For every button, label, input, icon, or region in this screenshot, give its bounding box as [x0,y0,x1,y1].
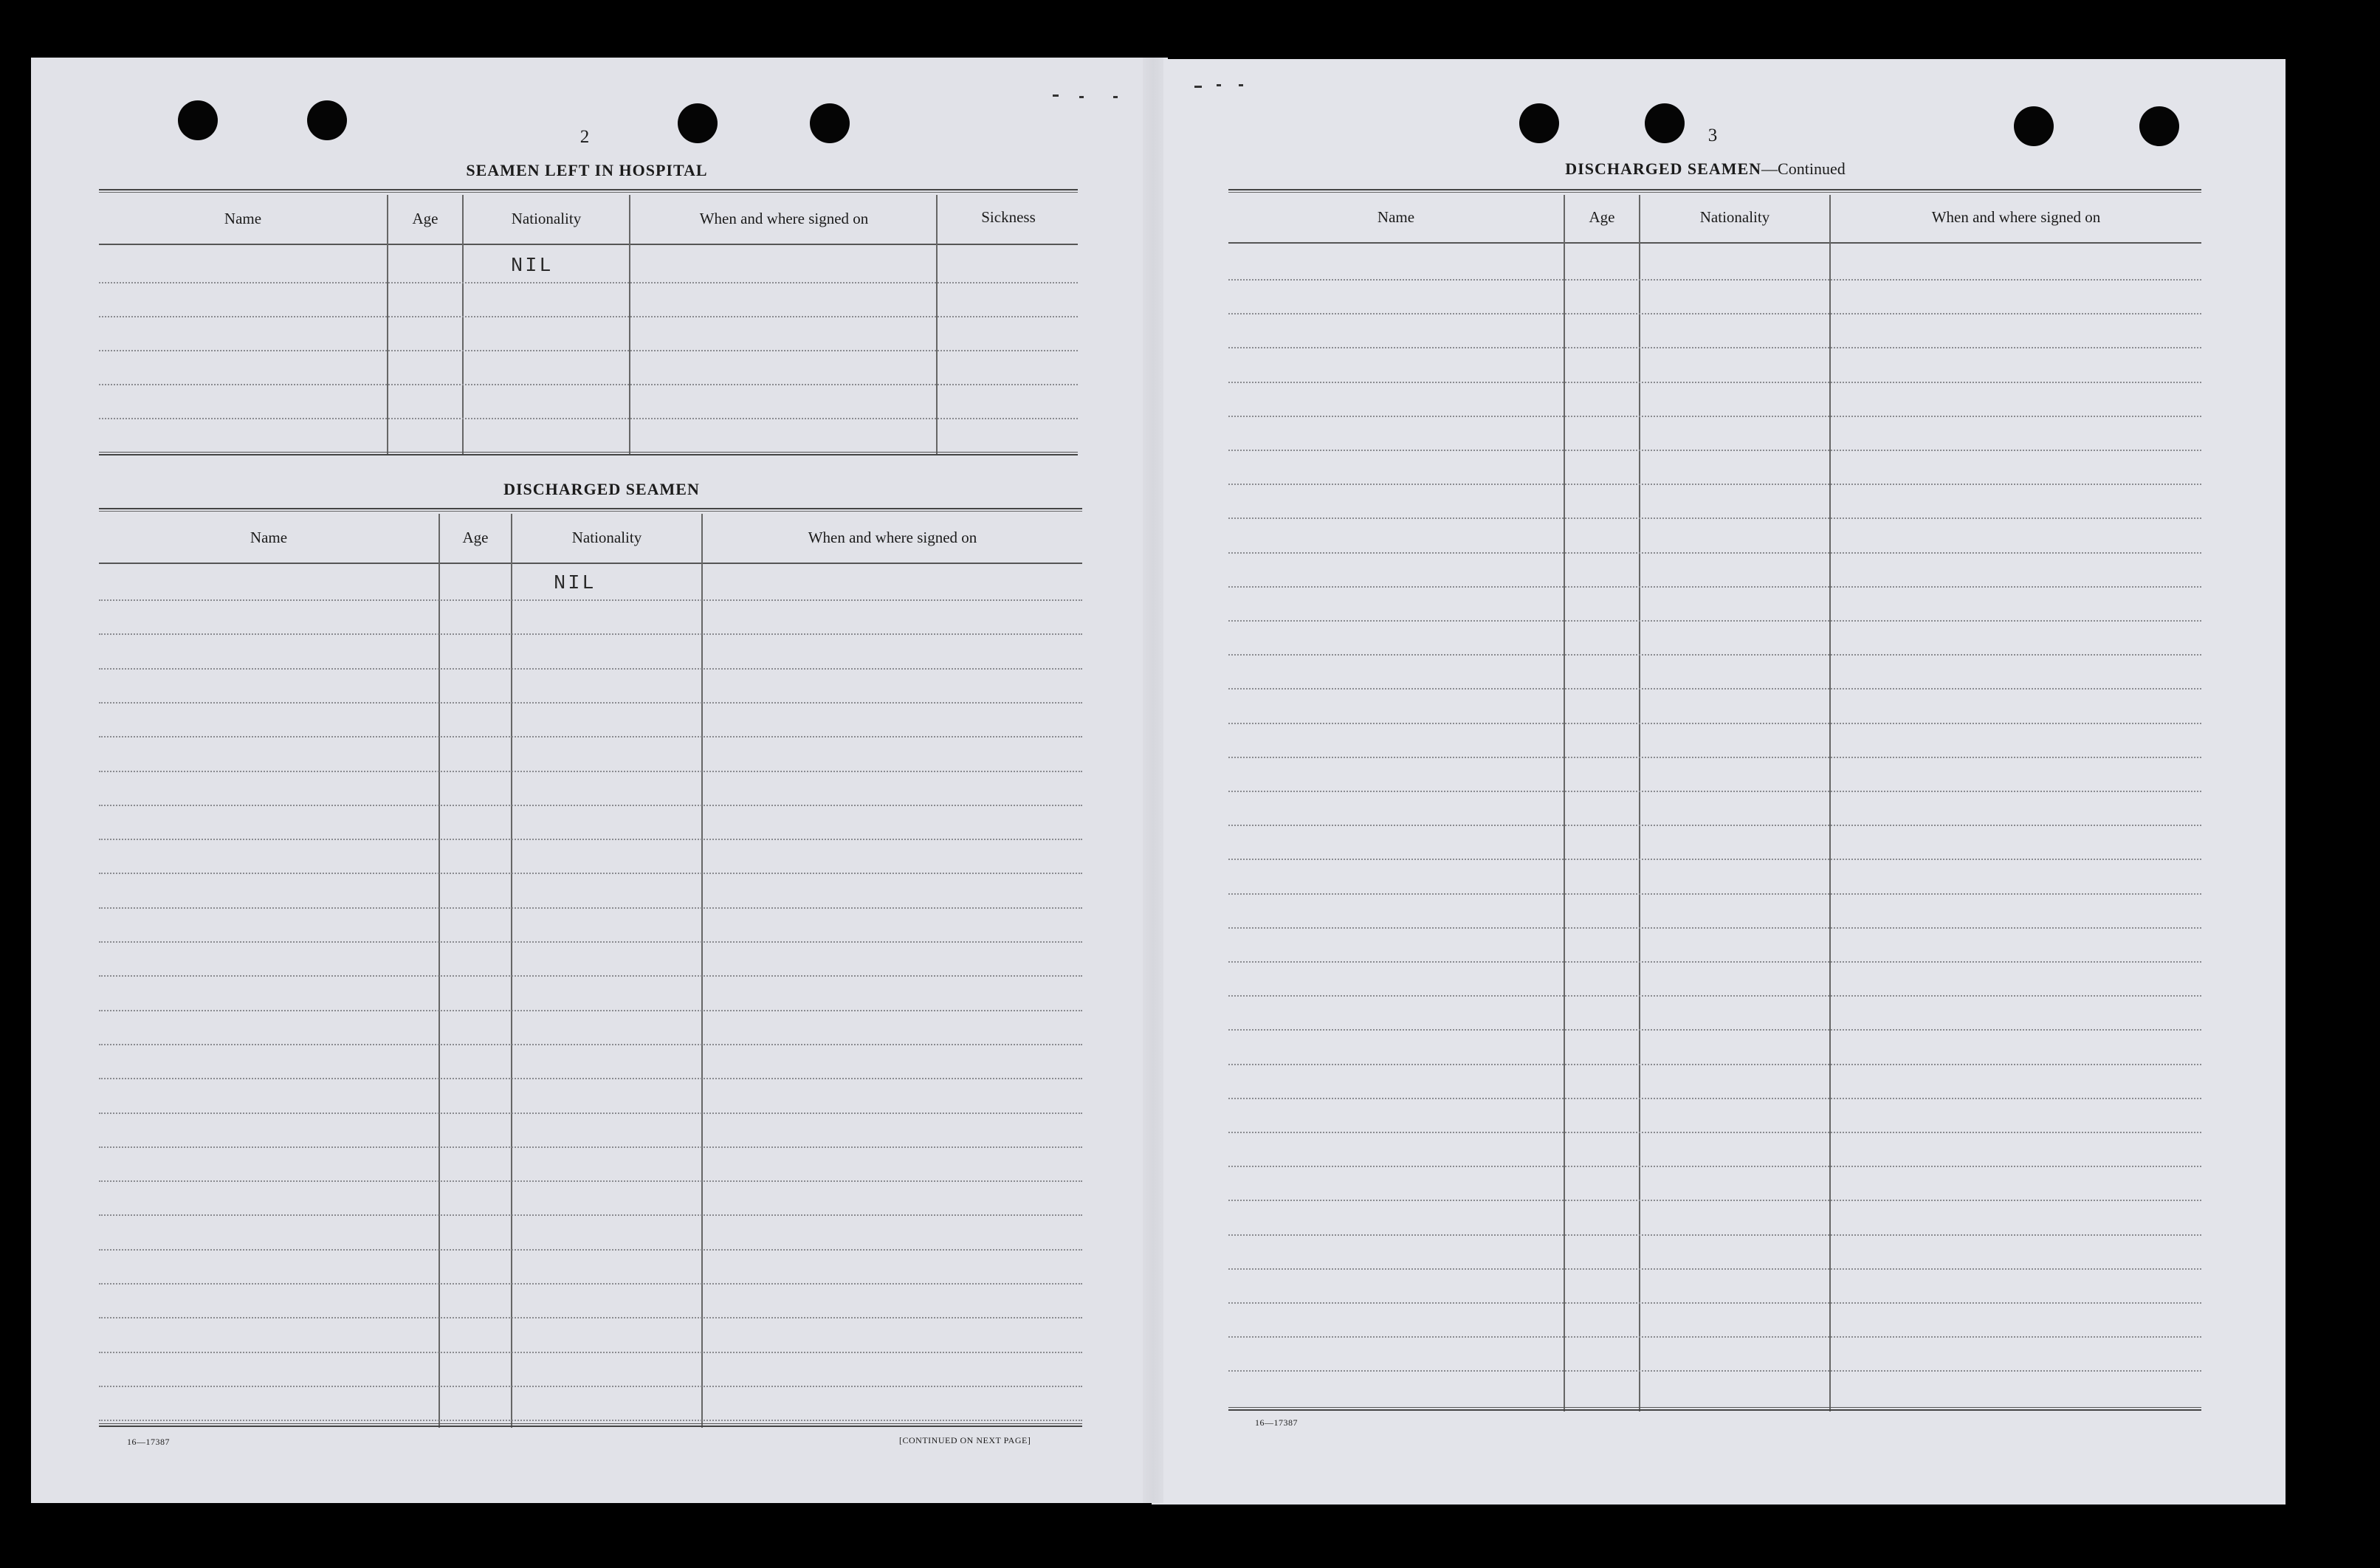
entry-row-line [99,1420,1082,1421]
entry-row-line [99,350,1078,351]
entry-row-line [99,1078,1082,1079]
binder-hole [2139,106,2179,146]
entry-row-line [1228,1166,2201,1167]
entry-row-line [99,873,1082,874]
column-header-name: Name [224,210,262,227]
column-header-age: Age [462,529,489,546]
entry-row-line [99,1214,1082,1216]
entry-row-line [1228,416,2201,417]
table-bottom-rule [99,452,1078,455]
entry-row-line [1228,791,2201,792]
entry-row-line [99,1146,1082,1148]
nationality-entry: NIL [554,573,596,595]
entry-row-line [1228,517,2201,519]
entry-row-line [1228,688,2201,690]
column-header-name: Name [250,529,288,546]
entry-row-line [1228,347,2201,348]
entry-row-line [1228,313,2201,314]
entry-row-line [1228,1098,2201,1099]
column-header-signed-on: When and where signed on [699,210,869,227]
form-code-left: 16—17387 [127,1437,170,1447]
entry-row-line [99,1283,1082,1285]
entry-row-line [99,599,1082,601]
scan-mark [1217,84,1221,86]
table-header-rule [99,244,1078,245]
entry-row-line [99,941,1082,943]
page-number-left: 2 [579,127,590,147]
discharged-table [99,508,1082,1431]
entry-row-line [99,1249,1082,1251]
entry-row-line [99,736,1082,737]
entry-row-line [1228,484,2201,485]
scan-mark [1194,86,1202,88]
column-header-nationality: Nationality [571,529,642,546]
page-number-right: 3 [1707,125,1718,145]
scan-mark [1079,96,1084,98]
scan-mark [1053,94,1059,97]
continued-note: [CONTINUED ON NEXT PAGE] [899,1435,1031,1445]
entry-row-line [1228,1029,2201,1031]
column-divider [1829,195,1831,1411]
column-divider [438,514,440,1428]
entry-row-line [1228,1234,2201,1236]
column-divider [387,195,388,455]
entry-row-line [1228,825,2201,826]
entry-row-line [99,1113,1082,1114]
binder-hole [2014,106,2054,146]
entry-row-line [99,975,1082,977]
entry-row-line [1228,995,2201,997]
entry-row-line [1228,1370,2201,1372]
entry-row-line [1228,586,2201,588]
nationality-entry: NIL [511,255,554,278]
table-top-rule [99,189,1078,193]
table-bottom-rule [1228,1407,2201,1411]
binder-hole [810,103,850,143]
entry-row-line [99,316,1078,317]
entry-row-line [99,633,1082,635]
binder-hole [678,103,718,143]
entry-row-line [1228,859,2201,860]
binder-hole [307,100,347,140]
entry-row-line [1228,757,2201,758]
column-divider [629,195,630,455]
column-header-nationality: Nationality [511,210,582,227]
column-header-signed-on: When and where signed on [1931,208,2101,226]
column-header-age: Age [412,210,438,227]
entry-row-line [1228,1064,2201,1065]
entry-row-line [1228,1132,2201,1133]
entry-row-line [99,668,1082,670]
entry-row-line [99,1352,1082,1353]
entry-row-line [1228,279,2201,281]
column-header-sickness: Sickness [981,208,1036,226]
entry-row-line [99,384,1078,385]
entry-row-line [1228,1336,2201,1338]
binder-hole [1645,103,1685,143]
entry-row-line [1228,552,2201,554]
entry-row-line [1228,893,2201,895]
discharged-title-main: DISCHARGED SEAMEN [1565,159,1762,178]
scan-mark [1239,84,1243,86]
entry-row-line [99,907,1082,909]
binder-hole [178,100,218,140]
entry-row-line [99,771,1082,772]
discharged-continued-title [1462,159,1949,179]
table-bottom-rule [99,1423,1082,1427]
entry-row-line [1228,382,2201,383]
entry-row-line [99,1044,1082,1045]
entry-row-line [1228,961,2201,963]
entry-row-line [99,1010,1082,1011]
column-header-nationality: Nationality [1699,208,1770,226]
entry-row-line [99,1180,1082,1182]
discharged-title-continued: —Continued [1761,159,1846,178]
discharged-continued-table [1228,189,2201,1414]
table-header-rule [99,563,1082,564]
entry-row-line [1228,654,2201,656]
discharged-section-title: DISCHARGED SEAMEN [503,480,700,498]
entry-row-line [99,1386,1082,1387]
table-header-rule [1228,242,2201,244]
column-divider [701,514,703,1428]
hospital-section-title: SEAMEN LEFT IN HOSPITAL [466,161,708,179]
column-divider [1564,195,1565,1411]
column-header-signed-on: When and where signed on [808,529,977,546]
column-divider [511,514,512,1428]
column-header-name: Name [1377,208,1415,226]
form-code-right: 16—17387 [1255,1417,1298,1428]
entry-row-line [1228,1200,2201,1201]
hospital-table [99,189,1078,459]
entry-row-line [99,805,1082,806]
table-top-rule [1228,189,2201,193]
entry-row-line [1228,1302,2201,1304]
entry-row-line [1228,450,2201,451]
column-header-age: Age [1589,208,1615,226]
table-top-rule [99,508,1082,512]
entry-row-line [99,839,1082,840]
entry-row-line [1228,927,2201,929]
entry-row-line [99,418,1078,419]
entry-row-line [99,282,1078,283]
column-divider [462,195,464,455]
binder-hole [1519,103,1559,143]
column-divider [1639,195,1640,1411]
page-gutter [1143,58,1163,1503]
entry-row-line [1228,620,2201,622]
scan-mark [1113,96,1118,98]
entry-row-line [1228,723,2201,724]
entry-row-line [1228,1268,2201,1270]
column-divider [936,195,938,455]
entry-row-line [99,1317,1082,1318]
entry-row-line [99,702,1082,704]
